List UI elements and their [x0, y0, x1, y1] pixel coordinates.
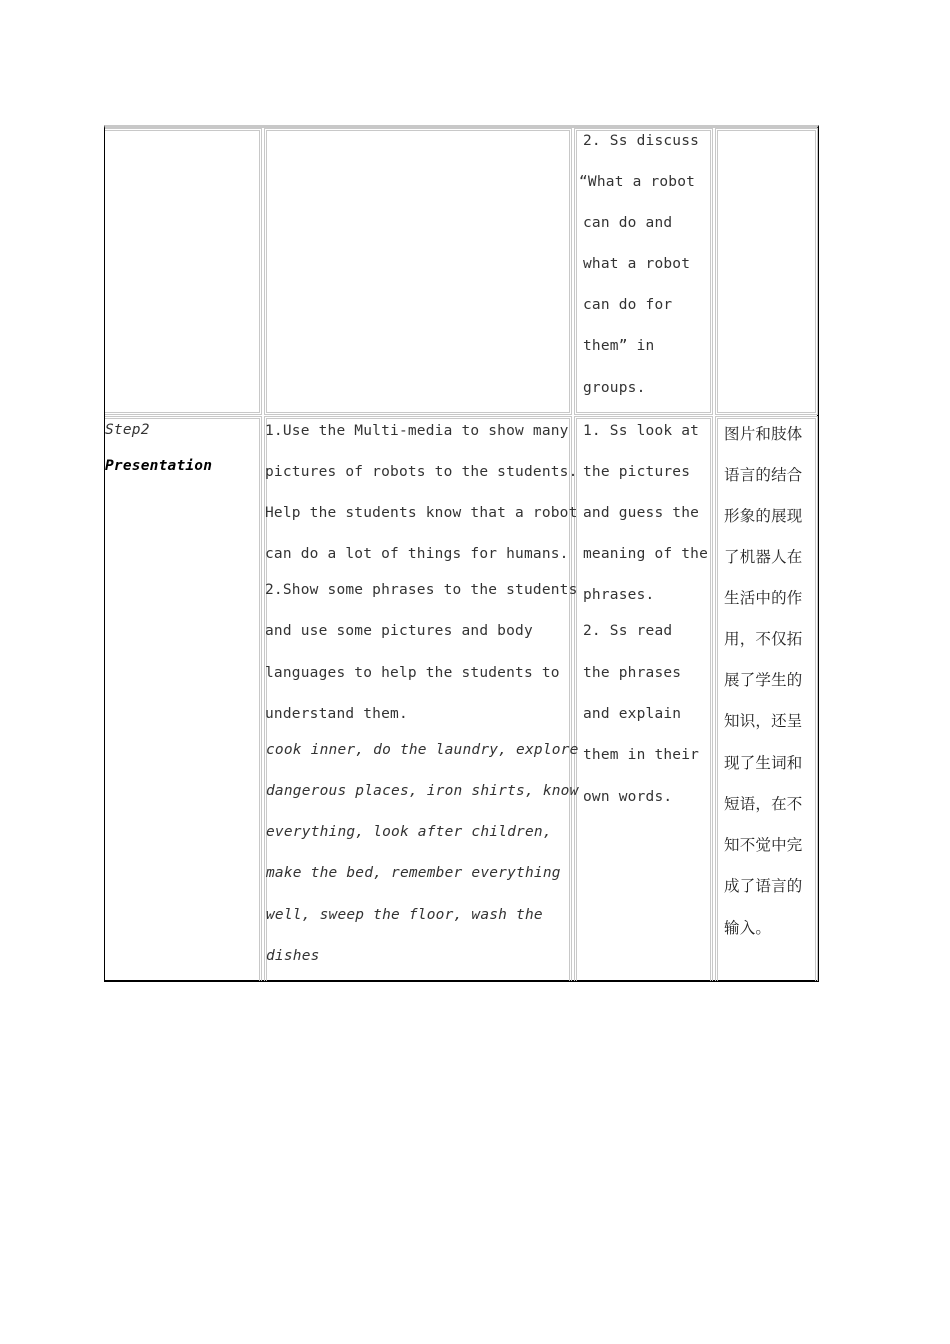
row1-activity-line: groups.: [583, 380, 646, 396]
row2-col1-cell: [105, 416, 262, 981]
row1-col2-cell: [264, 128, 572, 415]
row2-col2-cell: [264, 416, 572, 981]
row1-col1-cell: [105, 128, 262, 415]
teacher-activity-line: languages to help the students to: [265, 665, 560, 681]
teacher-activity-line: and use some pictures and body: [265, 623, 533, 639]
design-intent-line: 成了语言的: [724, 877, 803, 895]
step-label: Step2: [105, 422, 150, 438]
row1-activity-line: them” in: [583, 338, 655, 354]
student-activity-line: phrases.: [583, 587, 655, 603]
design-intent-line: 短语，在不: [724, 795, 803, 813]
teacher-activity-line: can do a lot of things for humans.: [265, 546, 569, 562]
phrase-line: everything, look after children,: [266, 824, 552, 840]
teacher-activity-line: Help the students know that a robot: [265, 505, 578, 521]
design-intent-line: 用，不仅拓: [724, 630, 803, 648]
row1-activity-line: can do for: [583, 297, 673, 313]
design-intent-line: 知不觉中完: [724, 836, 803, 854]
design-intent-line: 输入。: [724, 919, 772, 937]
teacher-activity-line: 1.Use the Multi-media to show many: [265, 423, 569, 439]
student-activity-line: the phrases: [583, 665, 682, 681]
student-activity-line: the pictures: [583, 464, 691, 480]
design-intent-line: 知识，还呈: [724, 712, 803, 730]
row1-col4-cell: [715, 128, 818, 415]
design-intent-line: 语言的结合: [724, 466, 803, 484]
teacher-activity-line: 2.Show some phrases to the students: [265, 582, 578, 598]
teacher-activity-line: pictures of robots to the students.: [265, 464, 578, 480]
phrase-line: cook inner, do the laundry, explore: [266, 742, 579, 758]
teacher-activity-line: understand them.: [265, 706, 408, 722]
student-activity-line: 1. Ss look at: [583, 423, 700, 439]
design-intent-line: 图片和肢体: [724, 425, 803, 443]
phrase-line: well, sweep the floor, wash the: [266, 907, 543, 923]
student-activity-line: and explain: [583, 706, 682, 722]
row1-activity-line: what a robot: [583, 256, 691, 272]
row2-col4-cell: [715, 416, 818, 981]
phrase-line: make the bed, remember everything: [266, 865, 561, 881]
student-activity-line: own words.: [583, 789, 673, 805]
student-activity-line: and guess the: [583, 505, 700, 521]
row2-col3-cell: [574, 416, 713, 981]
student-activity-line: meaning of the: [583, 546, 709, 562]
student-activity-line: 2. Ss read: [583, 623, 673, 639]
design-intent-line: 现了生词和: [724, 754, 803, 772]
student-activity-line: them in their: [583, 747, 700, 763]
row1-activity-line: 2. Ss discuss: [583, 133, 700, 149]
design-intent-line: 了机器人在: [724, 548, 803, 566]
row1-activity-line: “What a robot: [579, 174, 696, 190]
phrase-line: dishes: [266, 948, 320, 964]
design-intent-line: 形象的展现: [724, 507, 803, 525]
design-intent-line: 生活中的作: [724, 589, 803, 607]
phrase-line: dangerous places, iron shirts, know: [266, 783, 579, 799]
step-title: Presentation: [105, 458, 213, 474]
row1-activity-line: can do and: [583, 215, 673, 231]
design-intent-line: 展了学生的: [724, 671, 803, 689]
